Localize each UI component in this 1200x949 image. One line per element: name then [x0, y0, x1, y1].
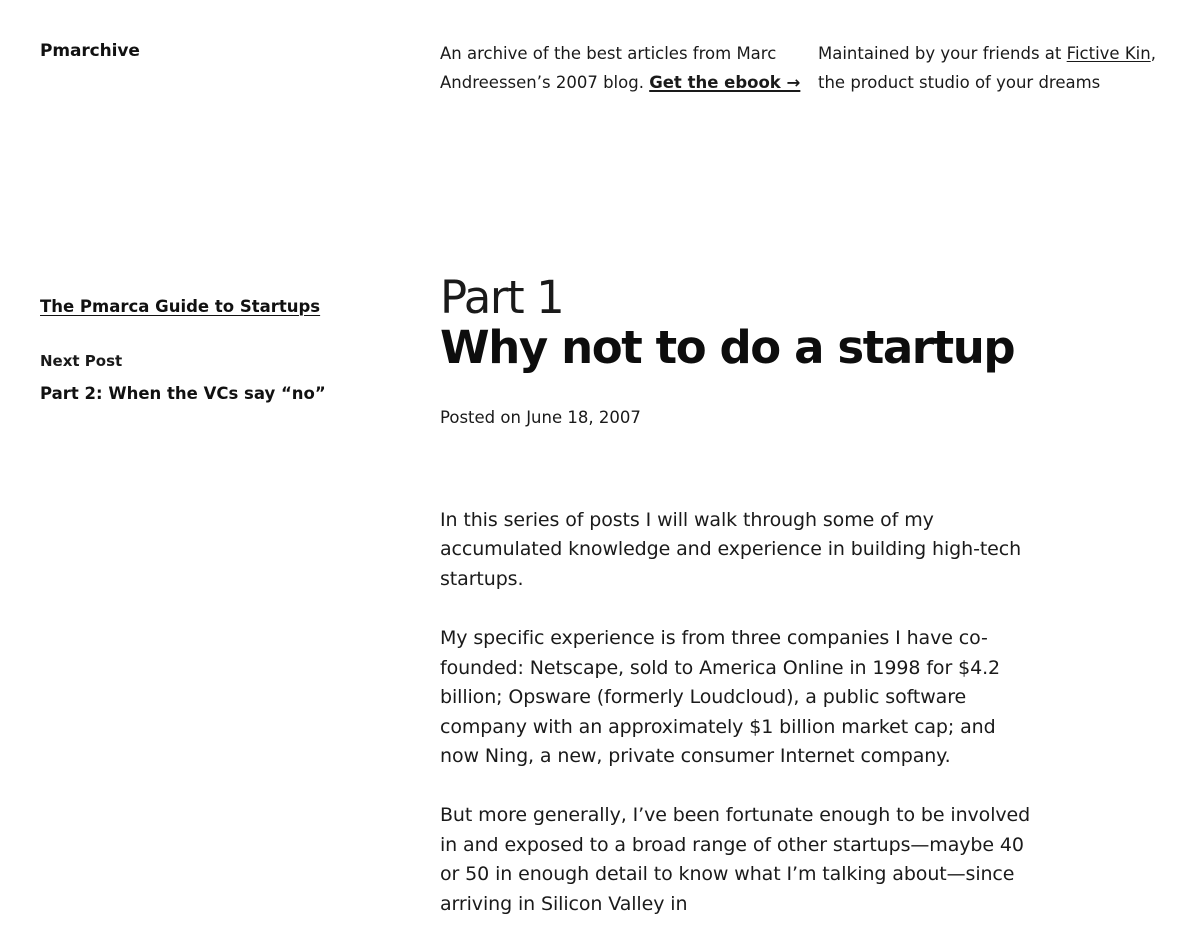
site-header: [0, 0, 1200, 98]
maintained-suffix: , the product studio of your dreams: [818, 44, 1156, 92]
article-part-label: Part 1: [440, 270, 564, 324]
next-post-block: [40, 349, 440, 407]
page-title: Why not to do a startup: [440, 321, 1015, 375]
tagline-text: An archive of the best articles from Marc Andreessen’s 2007 blog.: [440, 44, 777, 92]
article-posted-date: Posted on June 18, 2007: [440, 407, 641, 427]
fictive-kin-link[interactable]: Fictive Kin: [1066, 44, 1151, 63]
site-brand-link[interactable]: Pmarchive: [40, 41, 140, 61]
article-paragraph: But more generally, I’ve been fortunate enough to be involved in and exposed to a broad range of other startups—maybe 40 or 50 in enough detail to know what I’m talking about—since arriving in Silicon Valley in: [440, 804, 1031, 915]
next-post-label: Next Post: [40, 351, 123, 370]
article: [440, 270, 1040, 949]
maintained-prefix: Maintained by your friends at: [818, 44, 1062, 63]
article-body: [440, 506, 1040, 919]
next-post-link[interactable]: Part 2: When the VCs say “no”: [40, 383, 326, 403]
article-paragraph: My specific experience is from three companies I have co-founded: Netscape, sold to America Online in 1998 for $4.2 billion; Opsware (formerly Loudcloud), a public software company with an approximately $1 billion market cap; and now Ning, a new, private consumer Internet company.: [440, 627, 1000, 767]
series-title-link[interactable]: The Pmarca Guide to Startups: [40, 296, 321, 316]
sidebar: [40, 273, 440, 949]
content-wrapper: [0, 270, 1200, 949]
maintained-by-text: [818, 40, 1160, 98]
get-the-ebook-link[interactable]: Get the ebook →: [649, 72, 801, 92]
site-tagline: [440, 40, 818, 98]
article-paragraph: In this series of posts I will walk through some of my accumulated knowledge and experience in building high-tech startups.: [440, 508, 1022, 590]
brand-column: [40, 40, 440, 64]
